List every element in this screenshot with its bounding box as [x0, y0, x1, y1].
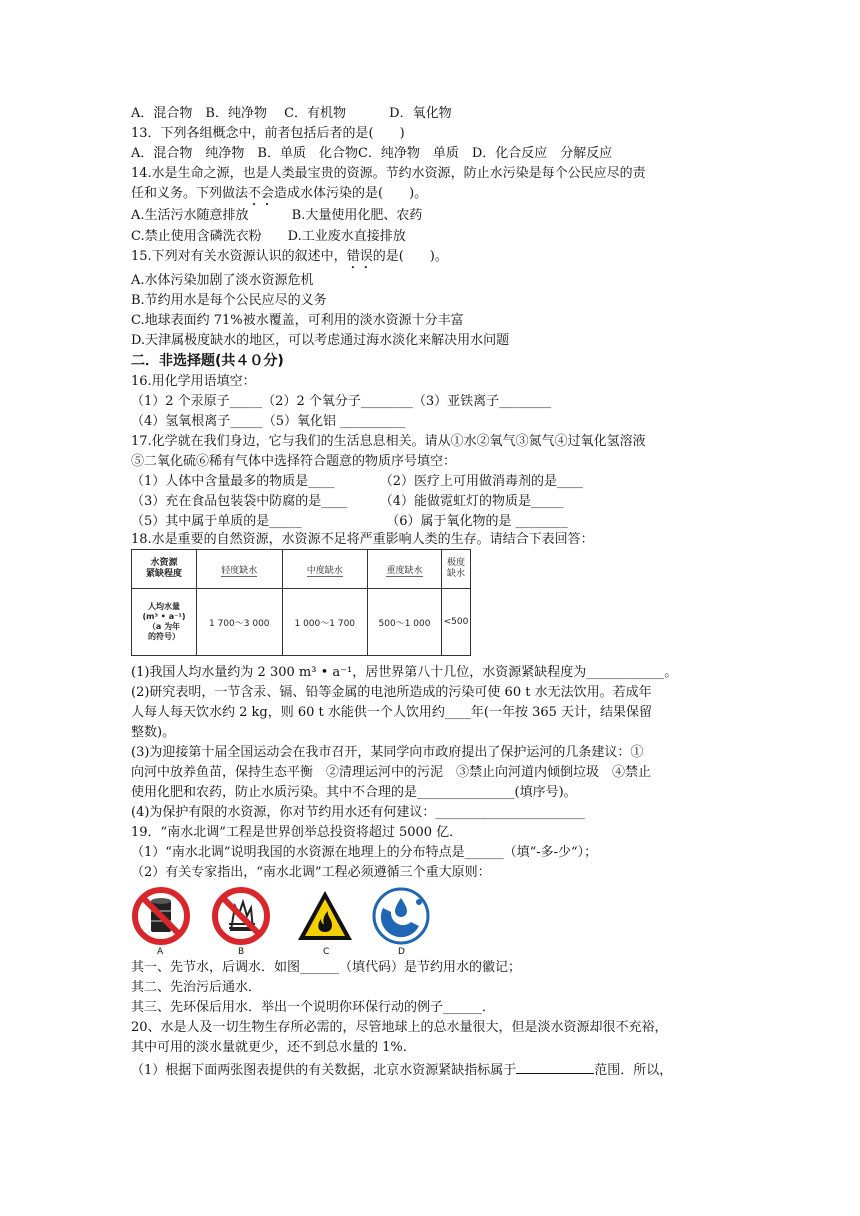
section-heading: 二．非选择题(共４０分) [131, 353, 284, 369]
q20-stem-line1: 20、水是人及一切生物生存所必需的，尽管地球上的总水量很大，但是淡水资源却很不充裕， [131, 1020, 668, 1035]
water-saving-emblem-icon [371, 886, 431, 946]
q17-stem-line2: ⑤二氧化硫⑥稀有气体中选择符合题意的物质序号填空： [131, 454, 457, 469]
q18-part4: (4)为保护有限的水资源，你对节约用水还有何建议：_______________________ [131, 805, 585, 820]
table-row [132, 589, 471, 656]
q16-line2: （4）氢氧根离子_____（5）氧化铝 __________ [131, 414, 406, 429]
table-header-cell: 中度缺水 [282, 550, 368, 589]
q15-option-d: D.天津属极度缺水的地区，可以考虑通过海水淡化来解决用水问题 [131, 333, 510, 348]
q19-principle3: 其三、先环保后用水．举出一个说明你环保行动的例子______． [131, 1000, 496, 1015]
q17-items-12: （1）人体中含量最多的物质是____ （2）医疗上可用做消毒剂的是____ [131, 474, 584, 489]
q13-options: A．混合物 纯净物 B．单质 化合物C．纯净物 单质 D．化合反应 分解反应 [131, 146, 613, 161]
q17-stem-line1: 17.化学就在我们身边，它与我们的生活息息相关。请从①水②氧气③氮气④过氧化氢溶液 [131, 434, 646, 449]
table-cell: 1 000～1 700 [282, 589, 368, 656]
icon-label-a: A [157, 947, 164, 957]
flammable-warning-sign-icon [295, 886, 355, 946]
no-pollution-sign-icon [211, 886, 271, 946]
q15-stem: 15.下列对有关水资源认识的叙述中，错误的是( )。 [131, 249, 448, 264]
water-scarcity-table [131, 549, 471, 656]
q20-stem-line2: 其中可用的淡水量就更少，还不到总水量的 1%. [131, 1040, 407, 1055]
q19-part1: （1）“南水北调”说明我国的水资源在地理上的分布特点是______（填“-多-少“）； [131, 845, 598, 860]
table-header-cell: 重度缺水 [368, 550, 442, 589]
q16-stem: 16.用化学用语填空： [131, 374, 256, 389]
q18-part3-line3: 使用化肥和农药，防止水质污染。其中不合理的是_______________(填序号)。 [131, 785, 577, 800]
q14-options-cd: C.禁止使用含磷洗衣粉 D.工业废水直接排放 [131, 229, 406, 244]
q14-stem-line2: 任和义务。下列做法不会造成水体污染的是( )。 [131, 186, 428, 201]
no-oil-barrel-sign-icon [131, 886, 191, 946]
icon-label-b: B [238, 947, 245, 957]
q19-principle1: 其一、先节水，后调水．如图______（填代码）是节约用水的徽记； [131, 960, 522, 975]
table-cell: 1 700～3 000 [197, 589, 283, 656]
q17-items-56: （5）其中属于单质的是_____ （6）属于氧化物的是 ________ [131, 514, 568, 529]
q13-stem: 13．下列各组概念中，前者包括后者的是( ) [131, 126, 405, 141]
table-header-cell: 极度 缺水 [442, 550, 471, 589]
q19-stem: 19．“南水北调”工程是世界创举总投资将超过 5000 亿． [131, 825, 463, 840]
q14-stem-line1: 14.水是生命之源，也是人类最宝贵的资源。节约水资源，防止水污染是每个公民应尽的责 [131, 166, 646, 181]
q15-option-a: A.水体污染加剧了淡水资源危机 [131, 273, 314, 288]
q18-stem: 18.水是重要的自然资源，水资源不足将严重影响人类的生存。请结合下表回答： [131, 532, 594, 547]
table-header-row [132, 550, 471, 589]
q20-part1: （1）根据下面两张图表提供的有关数据，北京水资源紧缺指标属于 范围．所以， [131, 1059, 672, 1081]
q18-part2-line2: 人每人每天饮水约 2 kg，则 60 t 水能供一个人饮用约____年(一年按 365 天计，结果保留 [131, 705, 653, 720]
q19-part2: （2）有关专家指出，“南水北调”工程必须遵循三个重大原则： [131, 865, 491, 880]
table-header-cell: 水资源 紧缺程度 [132, 550, 197, 589]
q18-part3-line2: 向河中放养鱼苗，保持生态平衡 ②清理运河中的污泥 ③禁止向河道内倾倒垃圾 ④禁止 [131, 765, 652, 780]
q15-option-c: C.地球表面约 71%被水覆盖，可利用的淡水资源十分丰富 [131, 313, 464, 328]
q18-part3-line1: (3)为迎接第十届全国运动会在我市召开，某同学向市政府提出了保护运河的几条建议：① [131, 745, 644, 760]
q17-items-34: （3）充在食品包装袋中防腐的是____ （4）能做霓虹灯的物质是_____ [131, 494, 564, 509]
q19-principle2: 其二、先治污后通水． [131, 980, 262, 995]
q14-options-ab: A.生活污水随意排放 B.大量使用化肥、农药 [131, 208, 423, 223]
table-header-cell: 轻度缺水 [197, 550, 283, 589]
q16-line1: （1）2 个汞原子_____（2）2 个氧分子________（3）亚铁离子________ [131, 394, 552, 409]
q15-option-b: B.节约用水是每个公民应尽的义务 [131, 293, 327, 308]
q18-part2-line3: 整数)。 [131, 725, 176, 740]
q12-options: A．混合物 B．纯净物 C．有机物 D．氧化物 [131, 106, 452, 121]
answer-blank [516, 1059, 594, 1074]
table-cell: 500～1 000 [368, 589, 442, 656]
table-cell: <500 [442, 589, 471, 656]
q18-part1: (1)我国人均水量约为 2 300 m³ • a⁻¹，居世界第八十几位，水资源紧缺程度为____________。 [131, 665, 678, 680]
table-row-label: 人均水量 (m³ • a⁻¹) （a 为年 的符号） [132, 589, 197, 656]
icon-label-c: C [323, 947, 330, 957]
icon-label-d: D [398, 947, 405, 957]
q18-part2-line1: (2)研究表明，一节含汞、镉、铅等金属的电池所造成的污染可使 60 t 水无法饮用。若成年 [131, 685, 652, 700]
